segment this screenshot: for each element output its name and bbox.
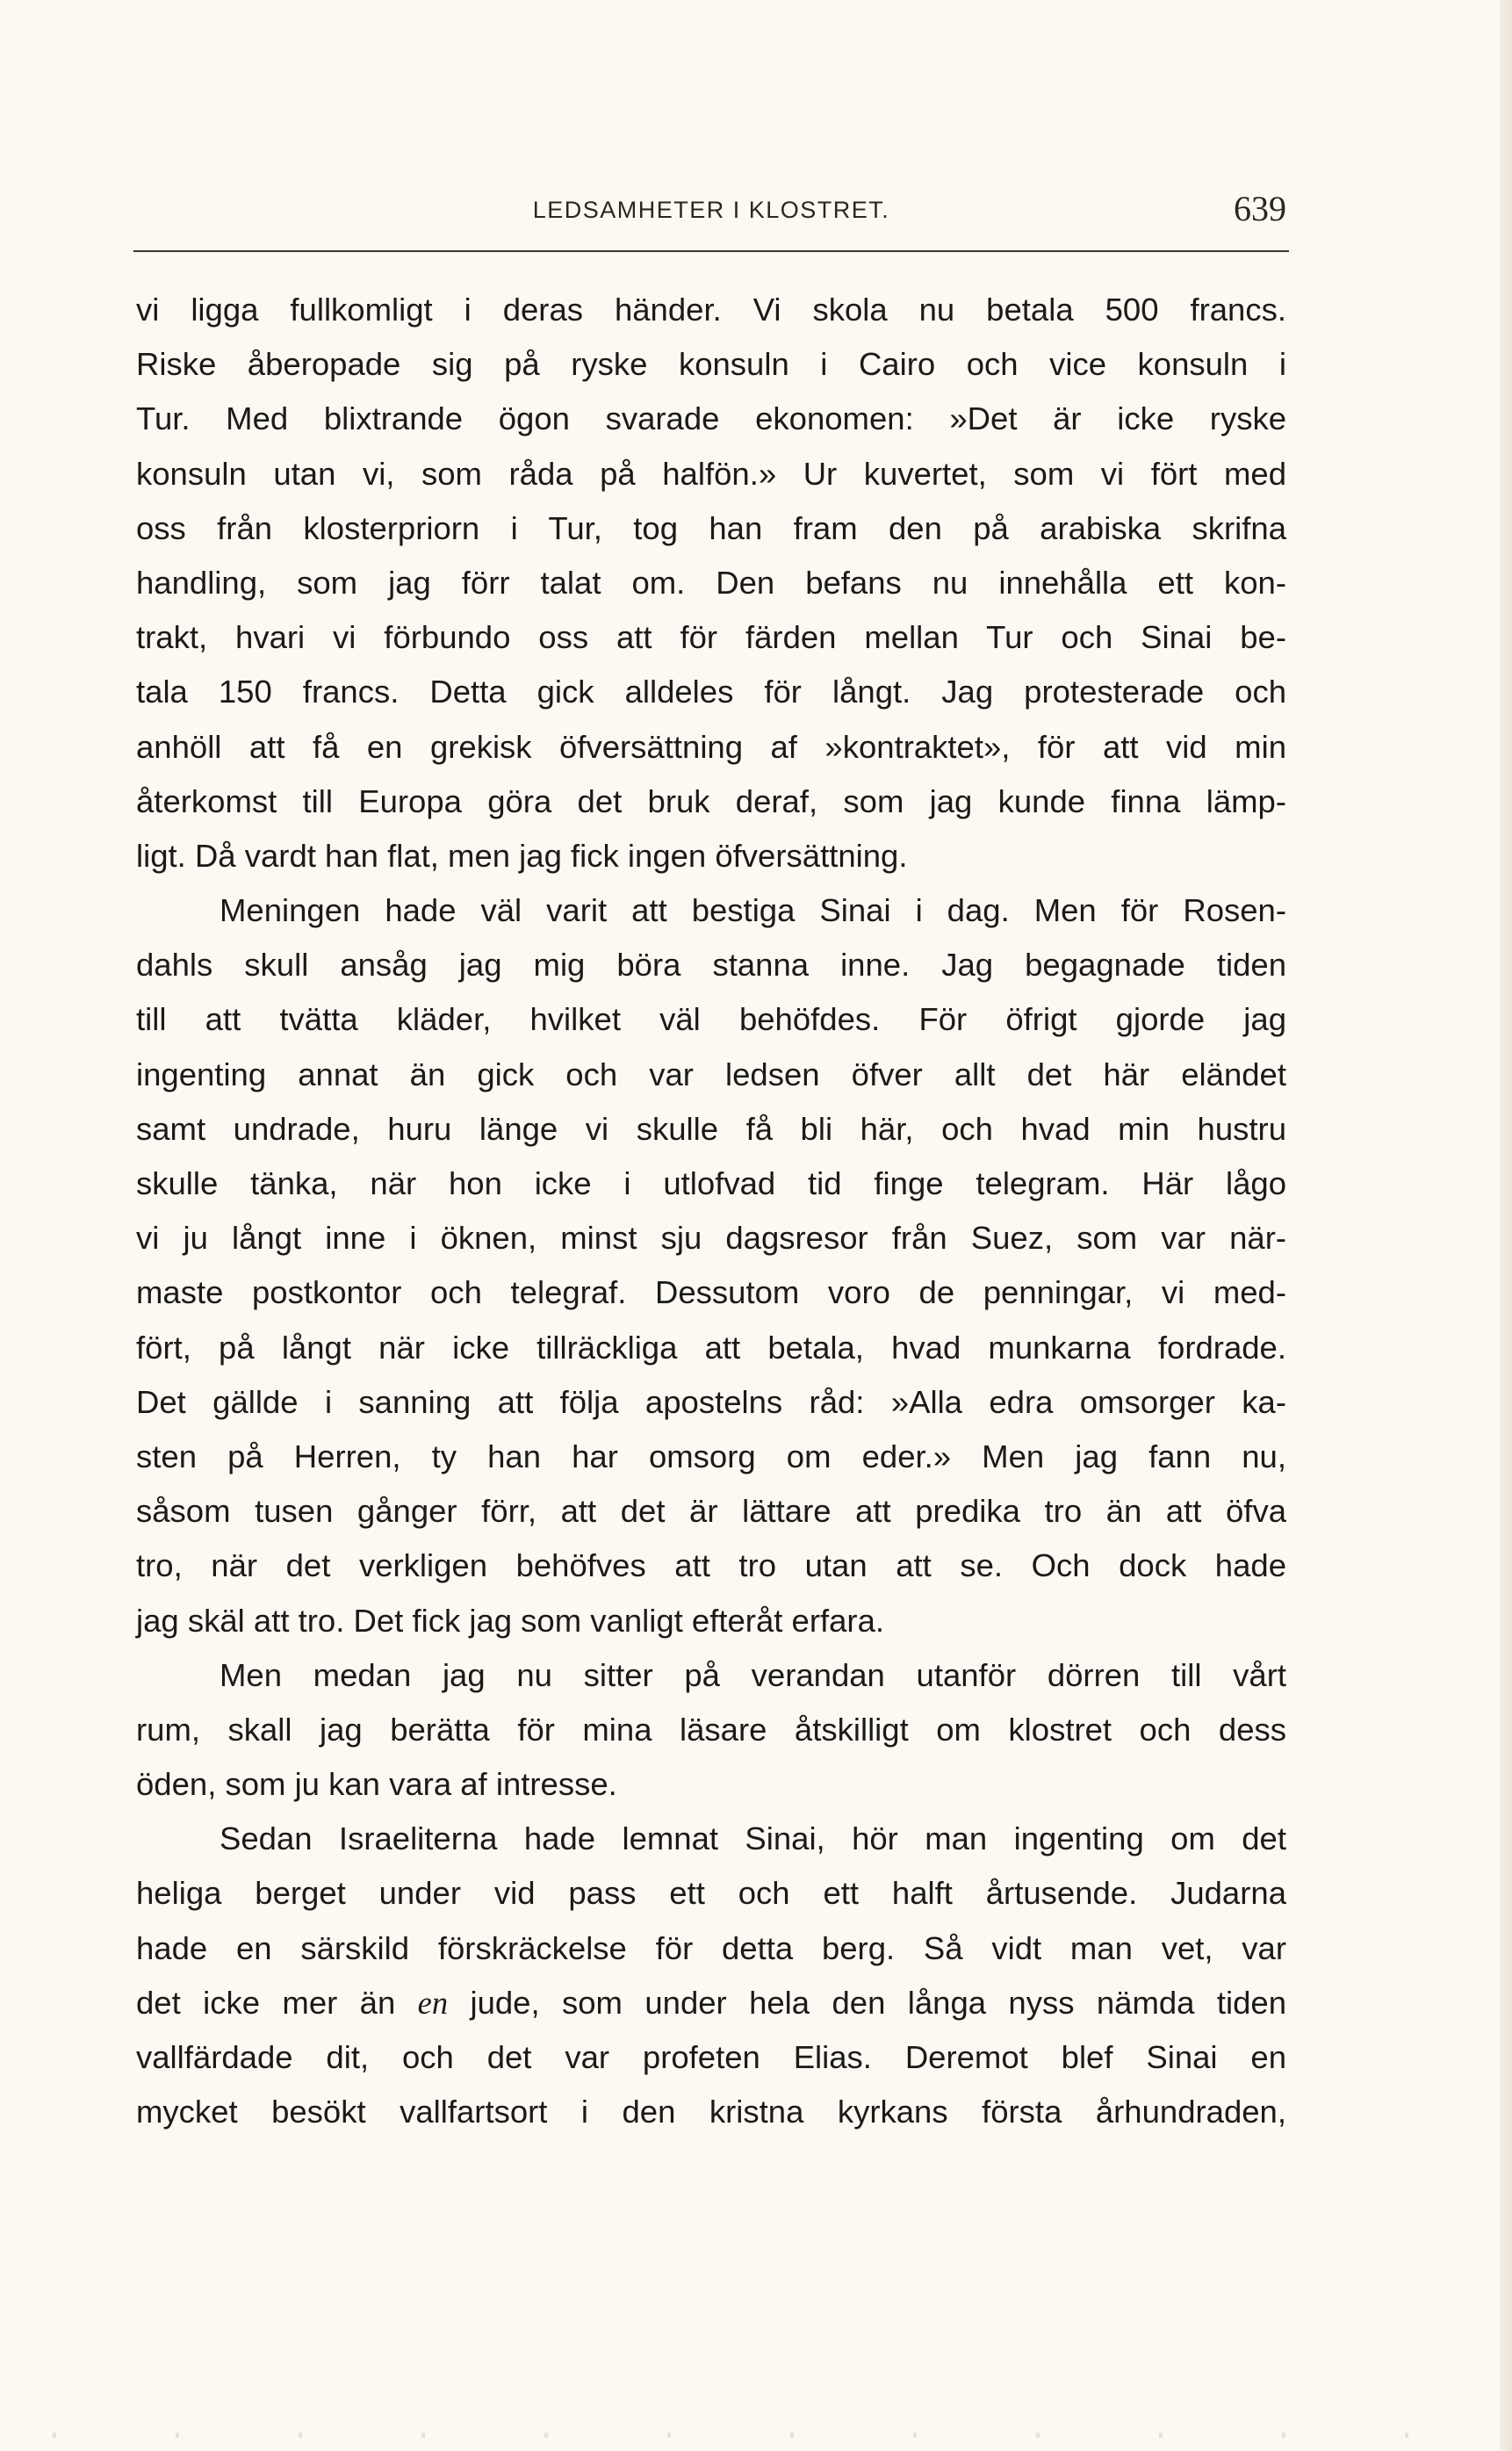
page-number: 639 xyxy=(1234,189,1286,228)
text-line: dahls skull ansåg jag mig böra stanna inne. Jag begagnade tiden xyxy=(136,947,1286,984)
italic-word: en xyxy=(417,1984,449,2021)
text-line: handling, som jag förr talat om. Den befans nu innehålla ett kon- xyxy=(136,564,1286,601)
text-line: till att tvätta kläder, hvilket väl behöfdes. För öfrigt gjorde jag xyxy=(136,1001,1286,1038)
text-line: skulle tänka, när hon icke i utlofvad tid finge telegram. Här lågo xyxy=(136,1165,1286,1201)
scan-specks xyxy=(0,2433,1512,2438)
text-line: vi ligga fullkomligt i deras händer. Vi skola nu betala 500 francs. xyxy=(136,292,1286,328)
line-text-before: det icke mer än xyxy=(136,1984,418,2021)
text-line: ingenting annat än gick och var ledsen öfver allt det här eländet xyxy=(136,1056,1286,1092)
text-line: oss från klosterpriorn i Tur, tog han fram den på arabiska skrifna xyxy=(136,509,1286,546)
text-line: vi ju långt inne i öknen, minst sju dagsresor från Suez, som var när- xyxy=(136,1220,1286,1257)
text-line: trakt, hvari vi förbundo oss att för färden mellan Tur och Sinai be- xyxy=(136,619,1286,656)
text-line: heliga berget under vid pass ett och ett halft årtusende. Judarna xyxy=(136,1875,1286,1912)
text-line: vallfärdade dit, och det var profeten Elias. Deremot blef Sinai en xyxy=(136,2039,1286,2075)
page-header xyxy=(136,186,1286,239)
text-line-with-emphasis xyxy=(136,1976,1286,2030)
text-line: jag skäl att tro. Det fick jag som vanligt efteråt erfara. xyxy=(136,1602,885,1639)
text-line: ligt. Då vardt han flat, men jag fick ingen öfversättning. xyxy=(136,837,908,874)
text-line: Det gällde i sanning att följa apostelns råd: »Alla edra omsorger ka- xyxy=(136,1383,1286,1420)
running-title: LEDSAMHETER I KLOSTRET. xyxy=(532,197,890,223)
text-line: maste postkontor och telegraf. Dessutom voro de penningar, vi med- xyxy=(136,1274,1286,1311)
text-line: rum, skall jag berätta för mina läsare åtskilligt om klostret och dess xyxy=(136,1711,1286,1748)
text-line: tro, när det verkligen behöfves att tro utan att se. Och dock hade xyxy=(136,1547,1286,1584)
page-edge xyxy=(1500,0,1512,2451)
text-line: såsom tusen gånger förr, att det är lättare att predika tro än att öfva xyxy=(136,1493,1286,1530)
text-line: Tur. Med blixtrande ögon svarade ekonomen: »Det är icke ryske xyxy=(136,400,1286,437)
text-line: återkomst till Europa göra det bruk deraf, som jag kunde finna lämp- xyxy=(136,782,1286,819)
text-line: öden, som ju kan vara af intresse. xyxy=(136,1766,617,1803)
text-line: konsuln utan vi, som råda på halfön.» Ur kuvertet, som vi fört med xyxy=(136,455,1286,492)
text-line: tala 150 francs. Detta gick alldeles för långt. Jag protesterade och xyxy=(136,674,1286,710)
text-line: samt undrade, huru länge vi skulle få bli här, och hvad min hustru xyxy=(136,1110,1286,1147)
body-text xyxy=(136,283,1286,2139)
text-line: anhöll att få en grekisk öfversättning af »kontraktet», för att vid min xyxy=(136,728,1286,765)
text-line: sten på Herren, ty han har omsorg om eder.» Men jag fann nu, xyxy=(136,1438,1286,1474)
text-line: hade en särskild förskräckelse för detta berg. Så vidt man vet, var xyxy=(136,1929,1286,1966)
text-line: Riske åberopade sig på ryske konsuln i Cairo och vice konsuln i xyxy=(136,346,1286,383)
text-line: fört, på långt när icke tillräckliga att betala, hvad munkarna fordrade. xyxy=(136,1329,1286,1366)
line-text-after: jude, som under hela den långa nyss nämda tiden xyxy=(448,1984,1286,2021)
text-line: mycket besökt vallfartsort i den kristna kyrkans första århundraden, xyxy=(136,2094,1286,2130)
header-rule xyxy=(133,250,1289,252)
paragraph-first-line: Sedan Israeliterna hade lemnat Sinai, hör man ingenting om det xyxy=(220,1820,1286,1857)
paragraph-first-line: Men medan jag nu sitter på verandan utanför dörren till vårt xyxy=(220,1656,1286,1693)
paragraph-first-line: Meningen hade väl varit att bestiga Sinai i dag. Men för Rosen- xyxy=(220,892,1286,929)
